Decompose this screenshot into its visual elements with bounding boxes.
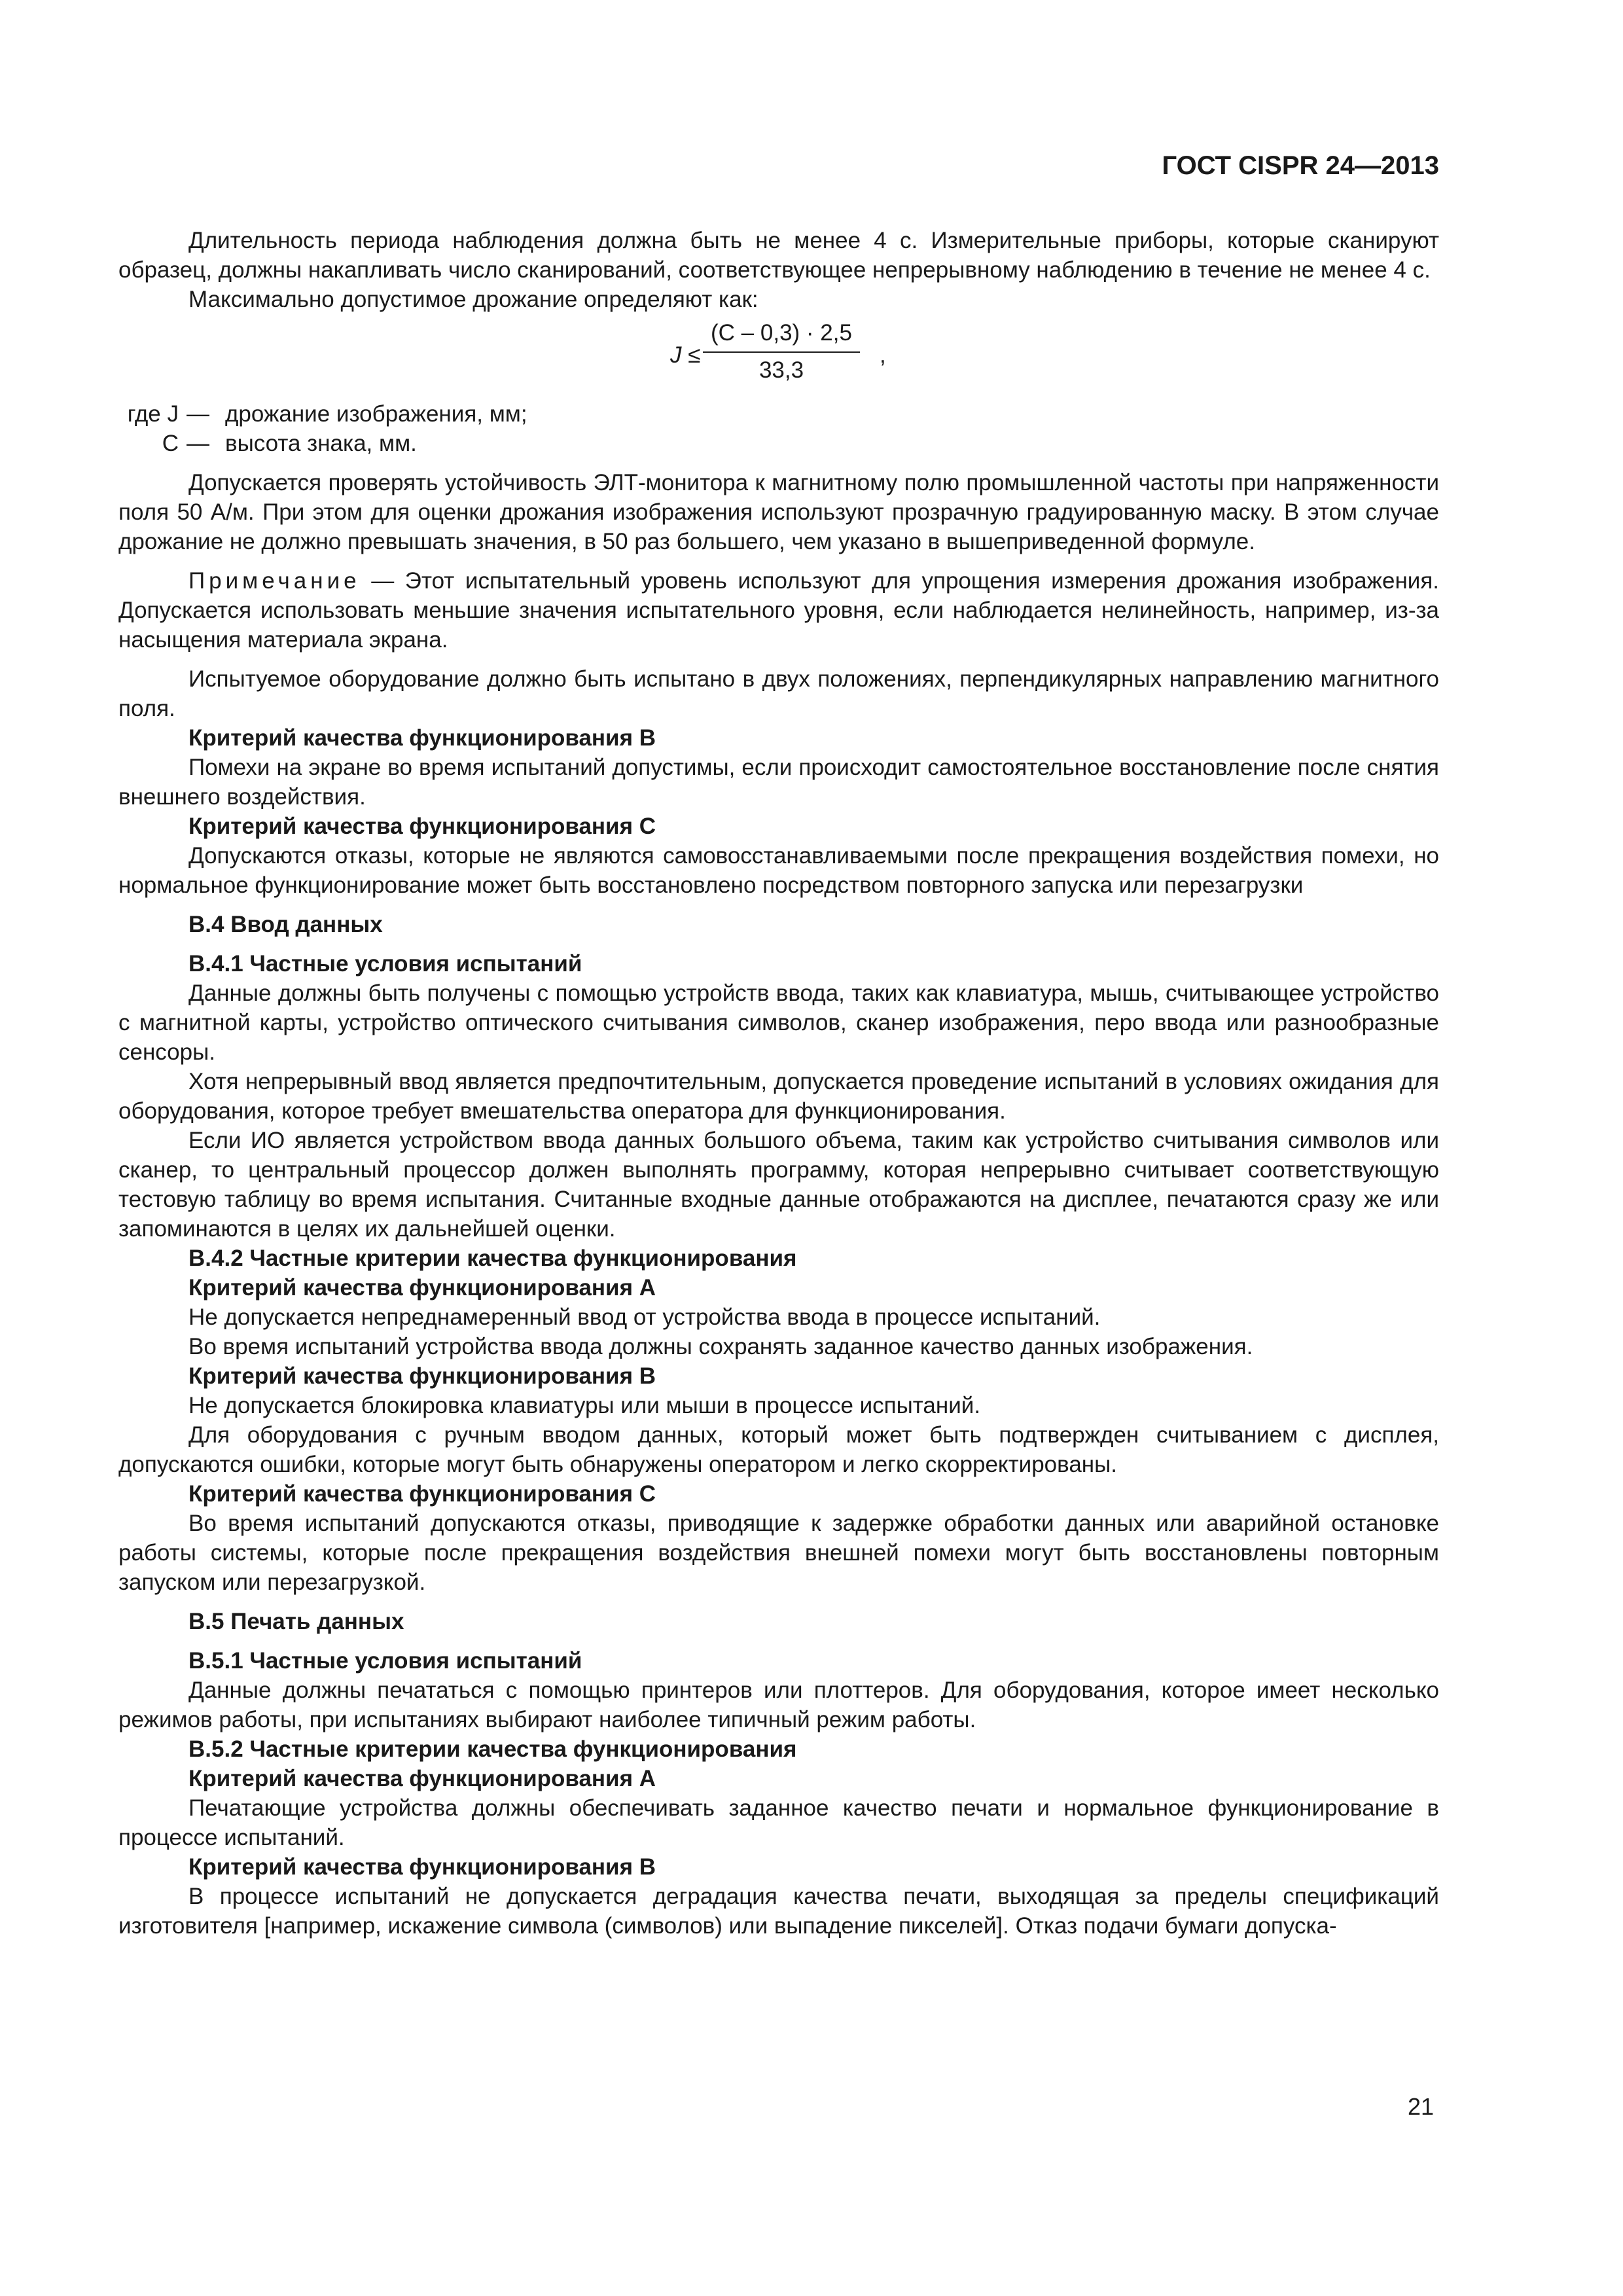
criterion-heading: Критерий качества функционирования В bbox=[188, 1854, 656, 1880]
paragraph: Во время испытаний устройства ввода должны сохранять заданное качество данных изображения. bbox=[188, 1334, 1253, 1359]
subsection-heading: В.5.1 Частные условия испытаний bbox=[188, 1648, 582, 1674]
page-number: 21 bbox=[1407, 2093, 1434, 2120]
jitter-formula bbox=[118, 318, 1439, 397]
formula-lhs: J ≤ bbox=[670, 342, 701, 368]
paragraph: Во время испытаний допускаются отказы, приводящие к задержке обработки данных или аварийной остановке работы системы, которые после прекращения воздействия внешней помехи могут быть восстановлены повторным запуском или перезагрузкой. bbox=[118, 1511, 1439, 1595]
paragraph: Помехи на экране во время испытаний допустимы, если происходит самостоятельное восстановление после снятия внешнего воздействия. bbox=[118, 755, 1439, 810]
criterion-heading: Критерий качества функционирования В bbox=[188, 1363, 656, 1389]
criterion-heading: Критерий качества функционирования С bbox=[188, 1481, 656, 1507]
formula-numerator: (C – 0,3) · 2,5 bbox=[703, 318, 860, 353]
criterion-heading: Критерий качества функционирования А bbox=[188, 1766, 656, 1791]
formula-trail: , bbox=[880, 342, 886, 368]
paragraph: Испытуемое оборудование должно быть испытано в двух положениях, перпендикулярных направлению магнитного поля. bbox=[118, 666, 1439, 721]
paragraph: Хотя непрерывный ввод является предпочтительным, допускается проведение испытаний в условиях ожидания для оборудования, которое требует вмешательства оператора для функционирования. bbox=[118, 1069, 1439, 1124]
formula-denominator: 33,3 bbox=[758, 357, 804, 383]
paragraph: Длительность периода наблюдения должна быть не менее 4 с. Измерительные приборы, которые сканируют образец, должны накапливать число сканирований, соответствующее непрерывному наблюдению в течение не менее 4 с. bbox=[118, 228, 1439, 283]
paragraph: Для оборудования с ручным вводом данных, который может быть подтвержден считыванием с дисплея, допускаются ошибки, которые могут быть обнаружены оператором и легко скорректированы. bbox=[118, 1422, 1439, 1477]
formula-definitions bbox=[118, 399, 1439, 458]
paragraph: Данные должны быть получены с помощью устройств ввода, таких как клавиатура, мышь, считывающее устройство с магнитной карты, устройство оптического считывания символов, сканер изображения, перо ввода или разнообразные сенсоры. bbox=[118, 980, 1439, 1065]
subsection-heading: В.4.1 Частные условия испытаний bbox=[188, 951, 582, 977]
document-header-title: ГОСТ CISPR 24—2013 bbox=[1162, 151, 1439, 180]
paragraph: Допускается проверять устойчивость ЭЛТ-монитора к магнитному полю промышленной частоты при напряженности поля 50 А/м. При этом для оценки дрожания изображения используют прозрачную градуированную маску. В этом случае дрожание не должно превышать значения, в 50 раз большего, чем указано в вышеприведенной формуле. bbox=[118, 470, 1439, 554]
paragraph: Если ИО является устройством ввода данных большого объема, таким как устройство считывания символов или сканер, то центральный процессор должен выполнять программу, которая непрерывно считывает соответствующую тестовую таблицу во время испытания. Считанные входные данные отображаются на дисплее, печатаются сразу же или запоминаются в целях их дальнейшей оценки. bbox=[118, 1128, 1439, 1242]
criterion-heading: Критерий качества функционирования А bbox=[188, 1275, 656, 1300]
paragraph: Не допускается блокировка клавиатуры или мыши в процессе испытаний. bbox=[188, 1393, 981, 1418]
document-body bbox=[118, 226, 1439, 1941]
paragraph: Данные должны печататься с помощью принтеров или плоттеров. Для оборудования, которое имеет несколько режимов работы, при испытаниях выбирают наиболее типичный режим работы. bbox=[118, 1677, 1439, 1732]
paragraph: Не допускается непреднамеренный ввод от устройства ввода в процессе испытаний. bbox=[188, 1304, 1101, 1330]
section-heading: В.4 Ввод данных bbox=[188, 912, 383, 937]
paragraph: Печатающие устройства должны обеспечивать заданное качество печати и нормальное функционирование в процессе испытаний. bbox=[118, 1795, 1439, 1850]
paragraph: Допускаются отказы, которые не являются самовосстанавливаемыми после прекращения воздействия помехи, но нормальное функционирование может быть восстановлено посредством повторного запуска или перезагрузки bbox=[118, 843, 1439, 898]
section-heading: В.5 Печать данных bbox=[188, 1609, 404, 1634]
subsection-heading: В.4.2 Частные критерии качества функционирования bbox=[188, 1246, 797, 1271]
criterion-heading: Критерий качества функционирования В bbox=[188, 725, 656, 751]
subsection-heading: В.5.2 Частные критерии качества функционирования bbox=[188, 1736, 797, 1762]
paragraph: В процессе испытаний не допускается деградация качества печати, выходящая за пределы спецификаций изготовителя [например, искажение символа (символов) или выпадение пикселей]. Отказ подачи бумаги допуска- bbox=[118, 1884, 1439, 1939]
formula-fraction bbox=[703, 318, 860, 385]
criterion-heading: Критерий качества функционирования С bbox=[188, 814, 656, 839]
note bbox=[118, 566, 1439, 655]
paragraph: Максимально допустимое дрожание определяют как: bbox=[188, 287, 758, 312]
definition-row: C — высота знака, мм. bbox=[162, 431, 417, 456]
note-text: — Этот испытательный уровень используют для упрощения измерения дрожания изображения. Допускается использовать меньшие значения испытательного уровня, если наблюдается нелинейность, например, из-за насыщения материала экрана. bbox=[118, 568, 1439, 653]
note-label: Примечание bbox=[188, 568, 361, 594]
definition-row: где J — дрожание изображения, мм; bbox=[127, 401, 527, 427]
